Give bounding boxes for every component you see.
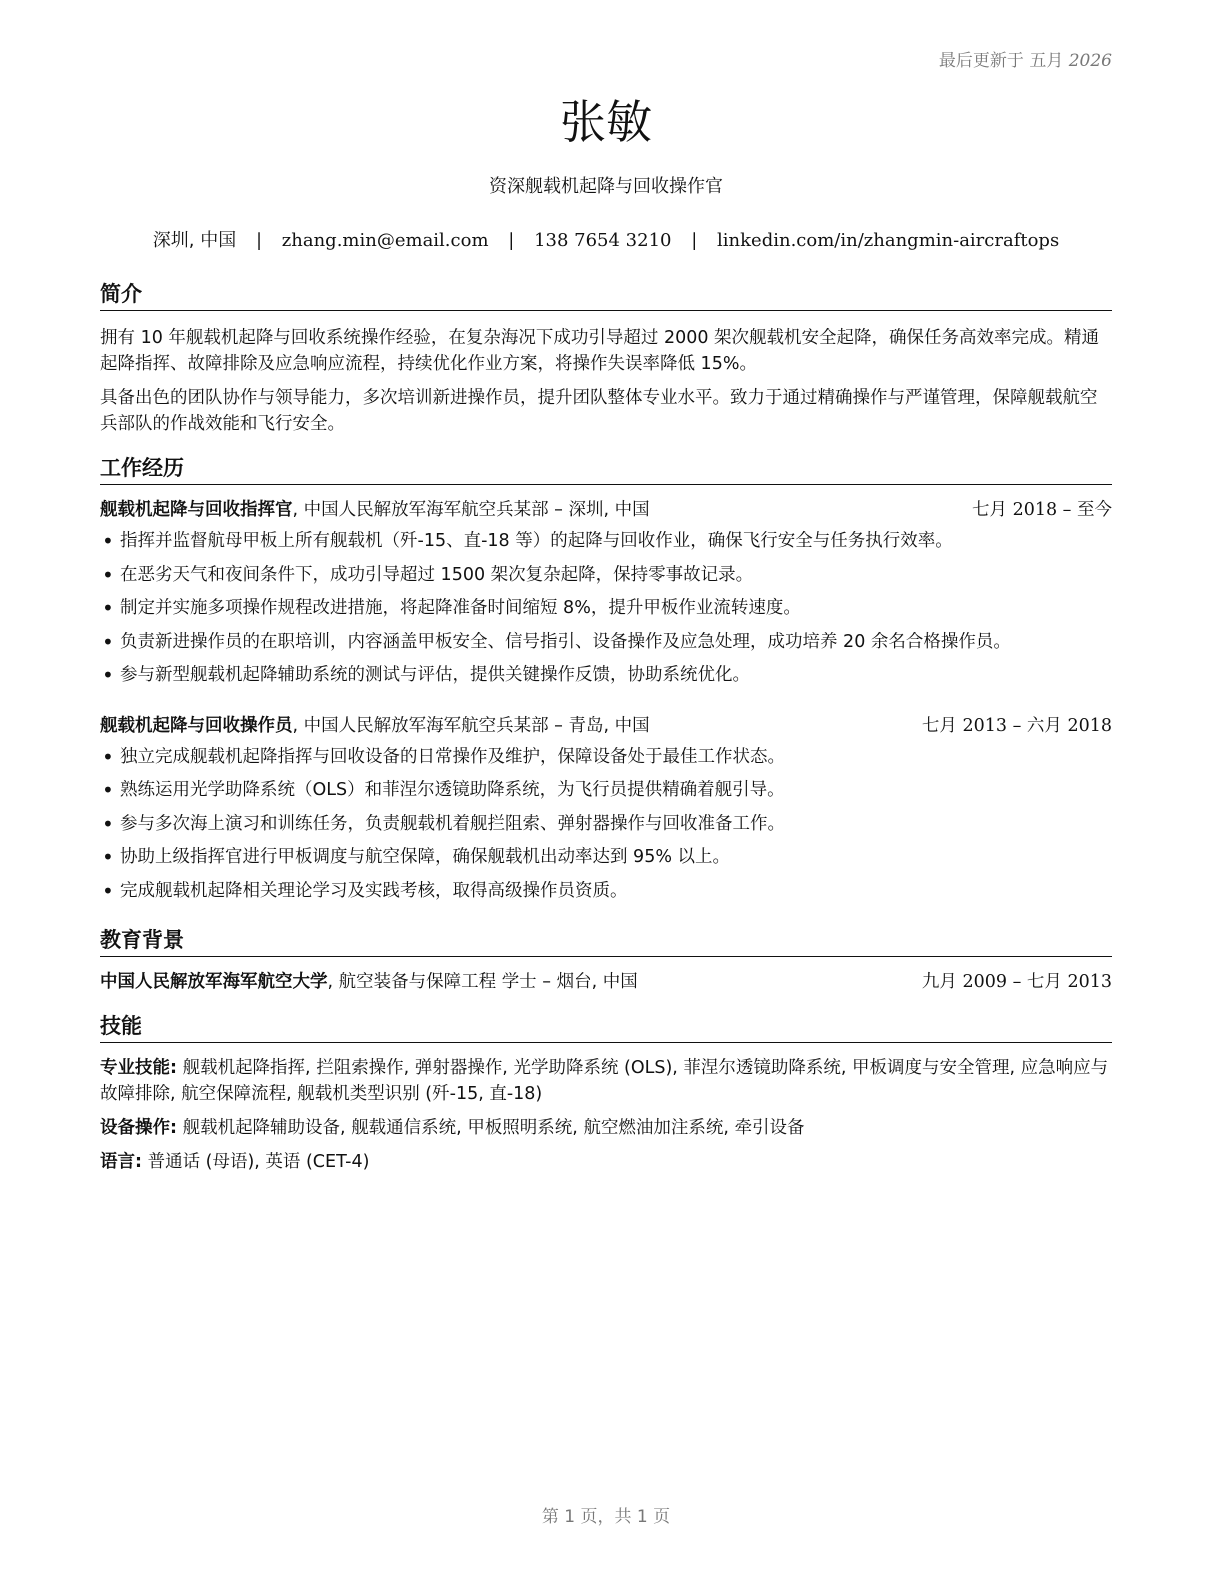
page-number: 第 1 页，共 1 页	[541, 1507, 671, 1527]
skill-value: 舰载机起降辅助设备, 舰载通信系统, 甲板照明系统, 航空燃油加注系统, 牵引设备	[177, 1118, 805, 1138]
list-item: • 负责新进操作员的在职培训，内容涵盖甲板安全、信号指引、设备操作及应急处理，成功培养 20 余名合格操作员。	[100, 626, 1112, 660]
contact-location: 深圳, 中国	[152, 230, 237, 251]
degree-detail: , 航空装备与保障工程 学士 – 烟台, 中国	[327, 972, 638, 992]
resume-page	[100, 0, 1112, 1584]
list-item: • 指挥并监督航母甲板上所有舰载机（歼-15、直-18 等）的起降与回收作业，确保飞行安全与任务执行效率。	[100, 525, 1112, 559]
list-item: • 熟练运用光学助降系统（OLS）和菲涅尔透镜助降系统，为飞行员提供精确着舰引导。	[100, 774, 1112, 808]
job-dates: 七月 2013 – 六月 2018	[921, 715, 1112, 736]
job-org: , 中国人民解放军海军航空兵某部 – 深圳, 中国	[292, 500, 650, 520]
section-title: 工作经历	[100, 452, 1112, 485]
job-header	[100, 713, 1112, 739]
education-dates: 九月 2009 – 七月 2013	[921, 972, 1112, 992]
job-entry	[100, 497, 1112, 693]
list-item: • 完成舰载机起降相关理论学习及实践考核，取得高级操作员资质。	[100, 875, 1112, 909]
job-entry	[100, 713, 1112, 909]
candidate-name: 张敏	[560, 95, 652, 149]
list-item: • 参与多次海上演习和训练任务，负责舰载机着舰拦阻索、弹射器操作与回收准备工作。	[100, 808, 1112, 842]
last-updated-label: 最后更新于 五月	[938, 51, 1064, 71]
contact-separator: |	[691, 230, 698, 251]
job-role: 舰载机起降与回收操作员	[100, 715, 293, 736]
candidate-title: 资深舰载机起降与回收操作官	[489, 176, 723, 197]
summary-paragraph: 具备出色的团队协作与领导能力，多次培训新进操作员，提升团队整体专业水平。致力于通过精确操作与严谨管理，保障舰载航空兵部队的作战效能和飞行安全。	[100, 388, 1098, 434]
education-section	[100, 924, 1112, 995]
job-bullets	[100, 741, 1112, 909]
last-updated-year: 2026	[1068, 51, 1112, 71]
contact-line	[100, 226, 1112, 252]
job-bullets	[100, 525, 1112, 693]
job-org: , 中国人民解放军海军航空兵某部 – 青岛, 中国	[292, 715, 650, 736]
summary-paragraph: 拥有 10 年舰载机起降与回收系统操作经验，在复杂海况下成功引导超过 2000 架次舰载机安全起降，确保任务高效率完成。精通起降指挥、故障排除及应急响应流程，持续优化作业方案，将操作失误率降低 15%。	[100, 328, 1100, 374]
skill-line	[100, 1055, 1112, 1107]
job-header	[100, 497, 1112, 523]
skill-label: 专业技能:	[100, 1058, 177, 1078]
contact-separator: |	[508, 230, 515, 251]
skills-section	[100, 1010, 1112, 1175]
list-item: • 在恶劣天气和夜间条件下，成功引导超过 1500 架次复杂起降，保持零事故记录。	[100, 559, 1112, 593]
list-item: • 制定并实施多项操作规程改进措施，将起降准备时间缩短 8%，提升甲板作业流转速度。	[100, 592, 1112, 626]
contact-separator: |	[255, 230, 263, 251]
list-item: • 参与新型舰载机起降辅助系统的测试与评估，提供关键操作反馈，协助系统优化。	[100, 659, 1112, 693]
education-entry	[100, 969, 1112, 995]
summary-section	[100, 278, 1112, 437]
list-item: • 协助上级指挥官进行甲板调度与航空保障，确保舰载机出动率达到 95% 以上。	[100, 841, 1112, 875]
contact-linkedin[interactable]: linkedin.com/in/zhangmin-aircraftops	[717, 230, 1060, 251]
experience-section	[100, 452, 1112, 908]
skill-value: 普通话 (母语), 英语 (CET-4)	[142, 1152, 370, 1172]
last-updated	[939, 46, 1112, 71]
contact-email[interactable]: zhang.min@email.com	[281, 230, 489, 251]
section-title: 技能	[100, 1010, 1112, 1043]
section-title: 简介	[100, 278, 1112, 311]
skill-label: 设备操作:	[100, 1118, 177, 1138]
job-dates: 七月 2018 – 至今	[972, 500, 1112, 520]
section-title: 教育背景	[100, 924, 1112, 957]
job-role: 舰载机起降与回收指挥官	[100, 500, 293, 520]
list-item: • 独立完成舰载机起降指挥与回收设备的日常操作及维护，保障设备处于最佳工作状态。	[100, 741, 1112, 775]
skill-line	[100, 1115, 1112, 1141]
skill-label: 语言:	[100, 1152, 142, 1172]
school-name: 中国人民解放军海军航空大学	[100, 972, 328, 992]
skill-line	[100, 1149, 1112, 1175]
skill-value: 舰载机起降指挥, 拦阻索操作, 弹射器操作, 光学助降系统 (OLS), 菲涅尔透镜助降系统, 甲板调度与安全管理, 应急响应与故障排除, 航空保障流程, 舰载机类型识别 (歼-15, 直-18)	[100, 1058, 1109, 1104]
contact-phone[interactable]: 138 7654 3210	[534, 230, 672, 251]
